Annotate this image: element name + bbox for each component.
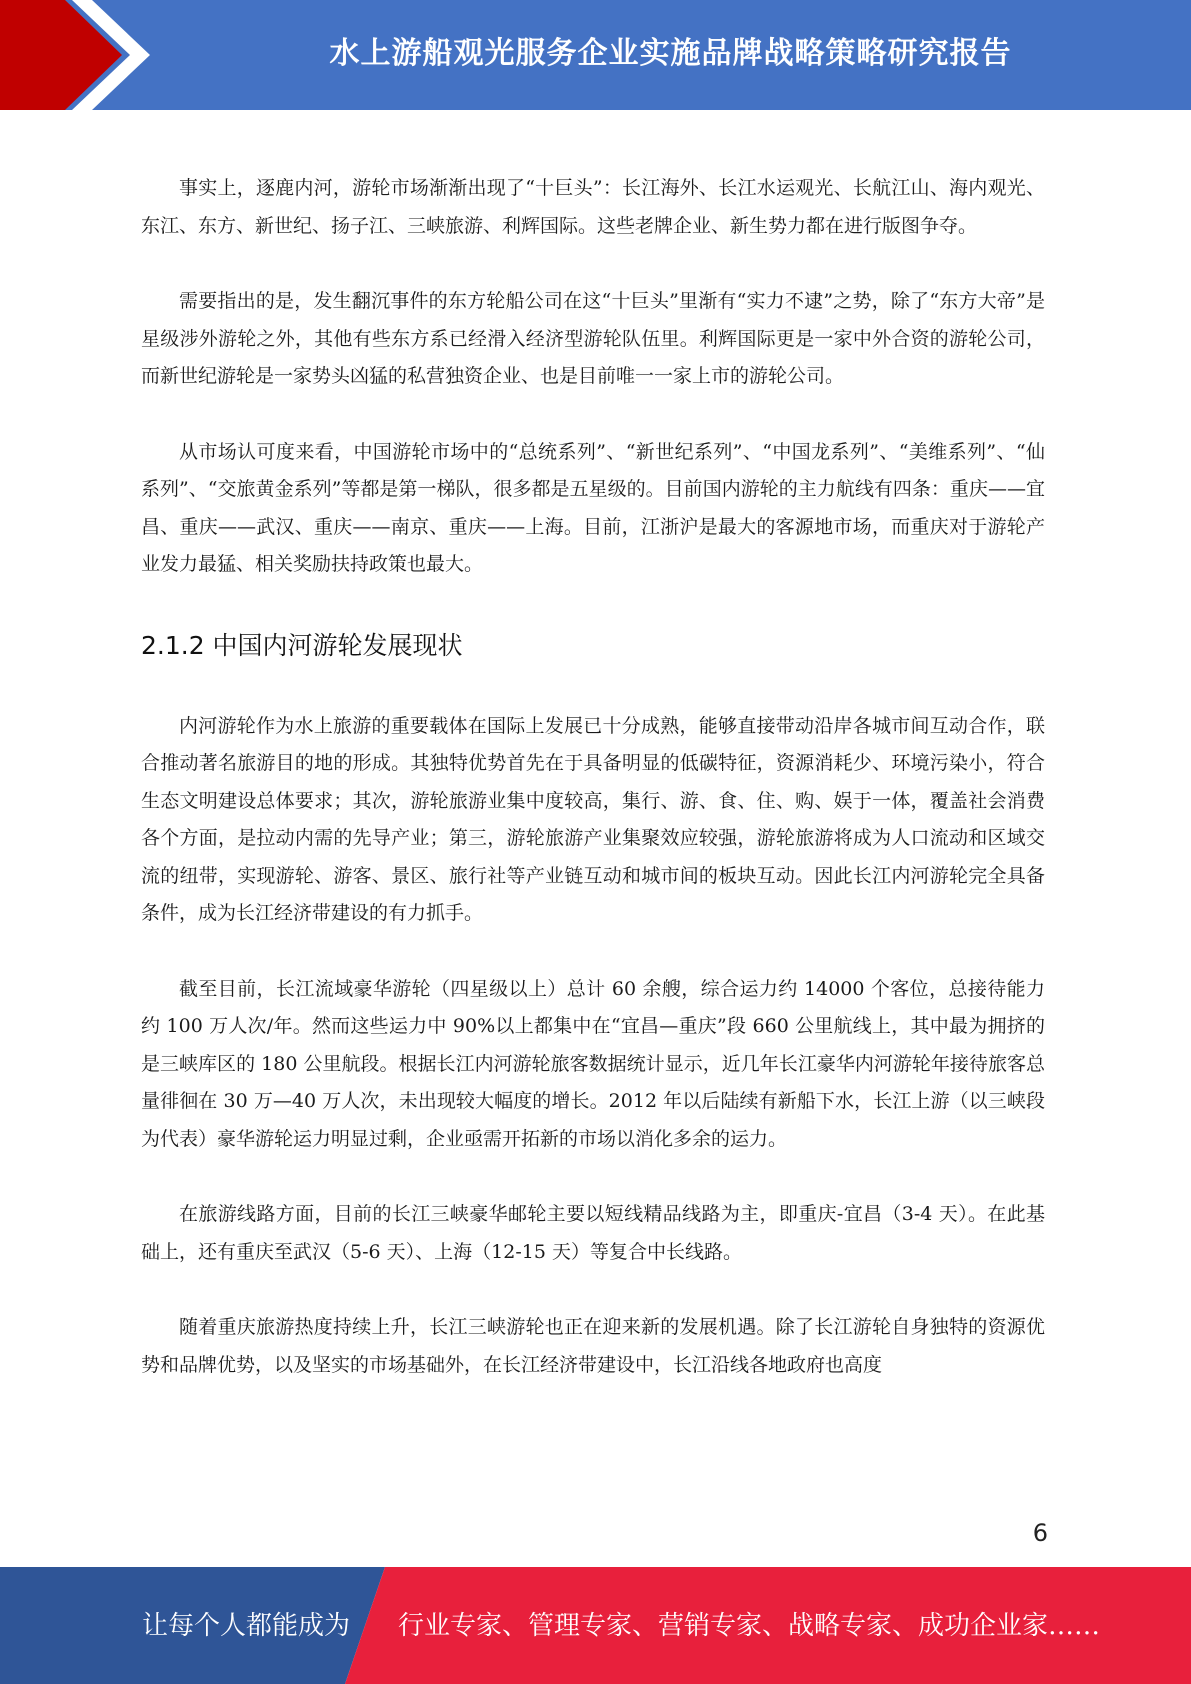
header-arrow-decoration	[0, 0, 160, 110]
footer-slogan-left: 让每个人都能成为	[142, 1611, 351, 1641]
page-number: 6	[1032, 1519, 1048, 1547]
footer-slogan-right: 行业专家、管理专家、营销专家、战略专家、成功企业家……	[398, 1611, 1101, 1641]
main-content	[141, 170, 1045, 1422]
paragraph: 截至目前，长江流域豪华游轮（四星级以上）总计 60 余艘，综合运力约 14000 个客位，总接待能力约 100 万人次/年。然而这些运力中 90%以上都集中在“宜昌—重庆”段 660 公里航线上，其中最为拥挤的是三峡库区的 180 公里航段。根据长江内河游轮旅客数据统计显示，近几年长江豪华内河游轮年接待旅客总量徘徊在 30 万—40 万人次，未出现较大幅度的增长。2012 年以后陆续有新船下水，长江上游（以三峡段为代表）豪华游轮运力明显过剩，企业亟需开拓新的市场以消化多余的运力。	[141, 977, 1045, 1150]
paragraph: 在旅游线路方面，目前的长江三峡豪华邮轮主要以短线精品线路为主，即重庆-宜昌（3-4 天）。在此基础上，还有重庆至武汉（5-6 天）、上海（12-15 天）等复合中长线路。	[141, 1203, 1045, 1263]
paragraph: 内河游轮作为水上旅游的重要载体在国际上发展已十分成熟，能够直接带动沿岸各城市间互动合作，联合推动著名旅游目的地的形成。其独特优势首先在于具备明显的低碳特征，资源消耗少、环境污染小，符合生态文明建设总体要求；其次，游轮旅游业集中度较高，集行、游、食、住、购、娱于一体，覆盖社会消费各个方面，是拉动内需的先导产业；第三，游轮旅游产业集聚效应较强，游轮旅游将成为人口流动和区域交流的纽带，实现游轮、游客、景区、旅行社等产业链互动和城市间的板块互动。因此长江内河游轮完全具备条件，成为长江经济带建设的有力抓手。	[141, 714, 1045, 924]
document-title: 水上游船观光服务企业实施品牌战略策略研究报告	[329, 36, 1012, 71]
paragraph: 从市场认可度来看，中国游轮市场中的“总统系列”、“新世纪系列”、“中国龙系列”、“美维系列”、“仙系列”、“交旅黄金系列”等都是第一梯队，很多都是五星级的。目前国内游轮的主力航线有四条：重庆——宜昌、重庆——武汉、重庆——南京、重庆——上海。目前，江浙沪是最大的客源地市场，而重庆对于游轮产业发力最猛、相关奖励扶持政策也最大。	[141, 440, 1045, 575]
section-heading: 2.1.2 中国内河游轮发展现状	[141, 630, 463, 660]
paragraph: 事实上，逐鹿内河，游轮市场渐渐出现了“十巨头”：长江海外、长江水运观光、长航江山、海内观光、东江、东方、新世纪、扬子江、三峡旅游、利辉国际。这些老牌企业、新生势力都在进行版图争夺。	[141, 177, 1045, 237]
paragraph: 需要指出的是，发生翻沉事件的东方轮船公司在这“十巨头”里渐有“实力不逮”之势，除了“东方大帝”是星级涉外游轮之外，其他有些东方系已经滑入经济型游轮队伍里。利辉国际更是一家中外合资的游轮公司，而新世纪游轮是一家势头凶猛的私营独资企业、也是目前唯一一家上市的游轮公司。	[141, 290, 1045, 387]
header-banner	[0, 0, 1191, 110]
paragraph: 随着重庆旅游热度持续上升，长江三峡游轮也正在迎来新的发展机遇。除了长江游轮自身独特的资源优势和品牌优势，以及坚实的市场基础外，在长江经济带建设中，长江沿线各地政府也高度	[141, 1316, 1045, 1376]
footer-banner	[0, 1567, 1191, 1684]
